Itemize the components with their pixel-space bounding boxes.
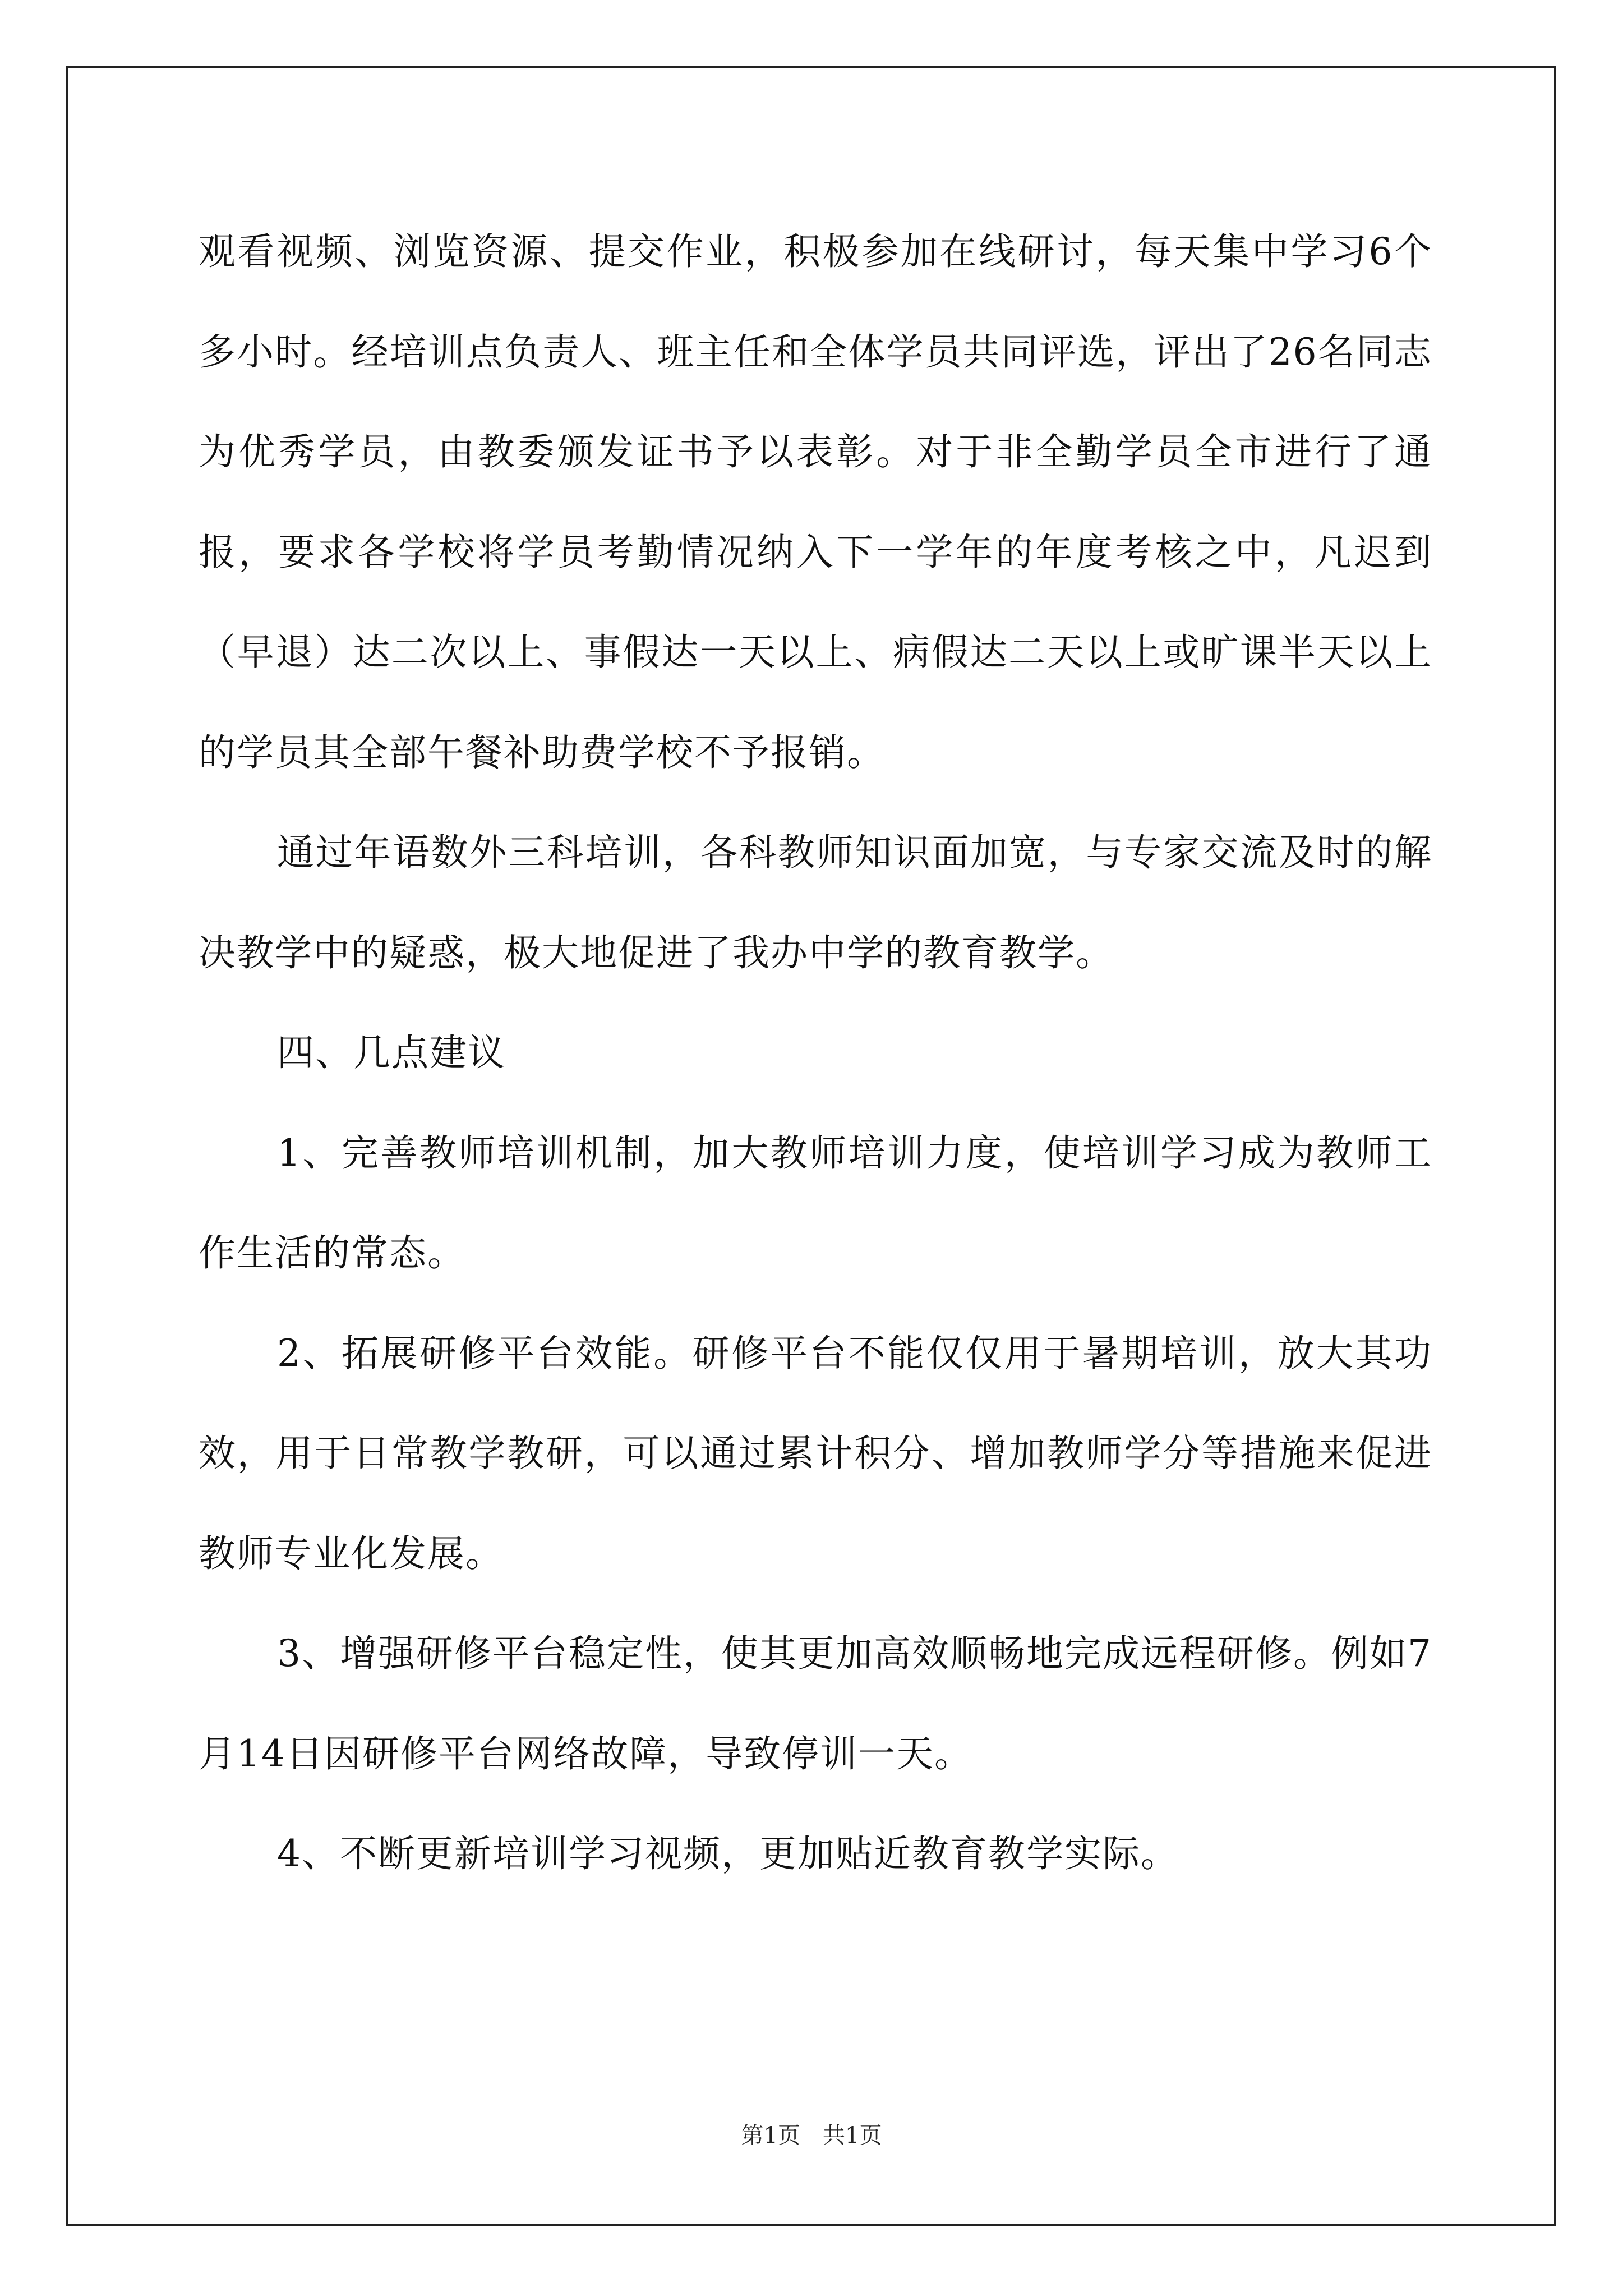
suggestion-item-2: 2、拓展研修平台效能。研修平台不能仅仅用于暑期培训，放大其功效，用于日常教学教研，可以通过累计积分、增加教师学分等措施来促进教师专业化发展。 bbox=[199, 1331, 1432, 1575]
page-total: 共1页 bbox=[823, 2123, 882, 2148]
page-number: 第1页 bbox=[741, 2123, 800, 2148]
suggestion-item-4: 4、不断更新培训学习视频，更加贴近教育教学实际。 bbox=[277, 1832, 1179, 1875]
document-body bbox=[199, 202, 1432, 1904]
suggestion-item-1: 1、完善教师培训机制，加大教师培训力度，使培训学习成为教师工作生活的常态。 bbox=[199, 1131, 1432, 1274]
paragraph-training-result: 通过年语数外三科培训，各科教师知识面加宽，与专家交流及时的解决教学中的疑惑，极大地促进了我办中学的教育教学。 bbox=[199, 831, 1432, 974]
suggestion-item-3: 3、增强研修平台稳定性，使其更加高效顺畅地完成远程研修。例如7月14日因研修平台网络故障，导致停训一天。 bbox=[199, 1632, 1432, 1775]
paragraph-continuation: 观看视频、浏览资源、提交作业，积极参加在线研讨，每天集中学习6个多小时。经培训点负责人、班主任和全体学员共同评选，评出了26名同志为优秀学员，由教委颁发证书予以表彰。对于非全勤学员全市进行了通报，要求各学校将学员考勤情况纳入下一学年的年度考核之中，凡迟到（早退）达二次以上、事假达一天以上、病假达二天以上或旷课半天以上的学员其全部午餐补助费学校不予报销。 bbox=[199, 230, 1432, 774]
section-heading-suggestions: 四、几点建议 bbox=[277, 1031, 506, 1074]
page-footer bbox=[0, 2118, 1623, 2150]
